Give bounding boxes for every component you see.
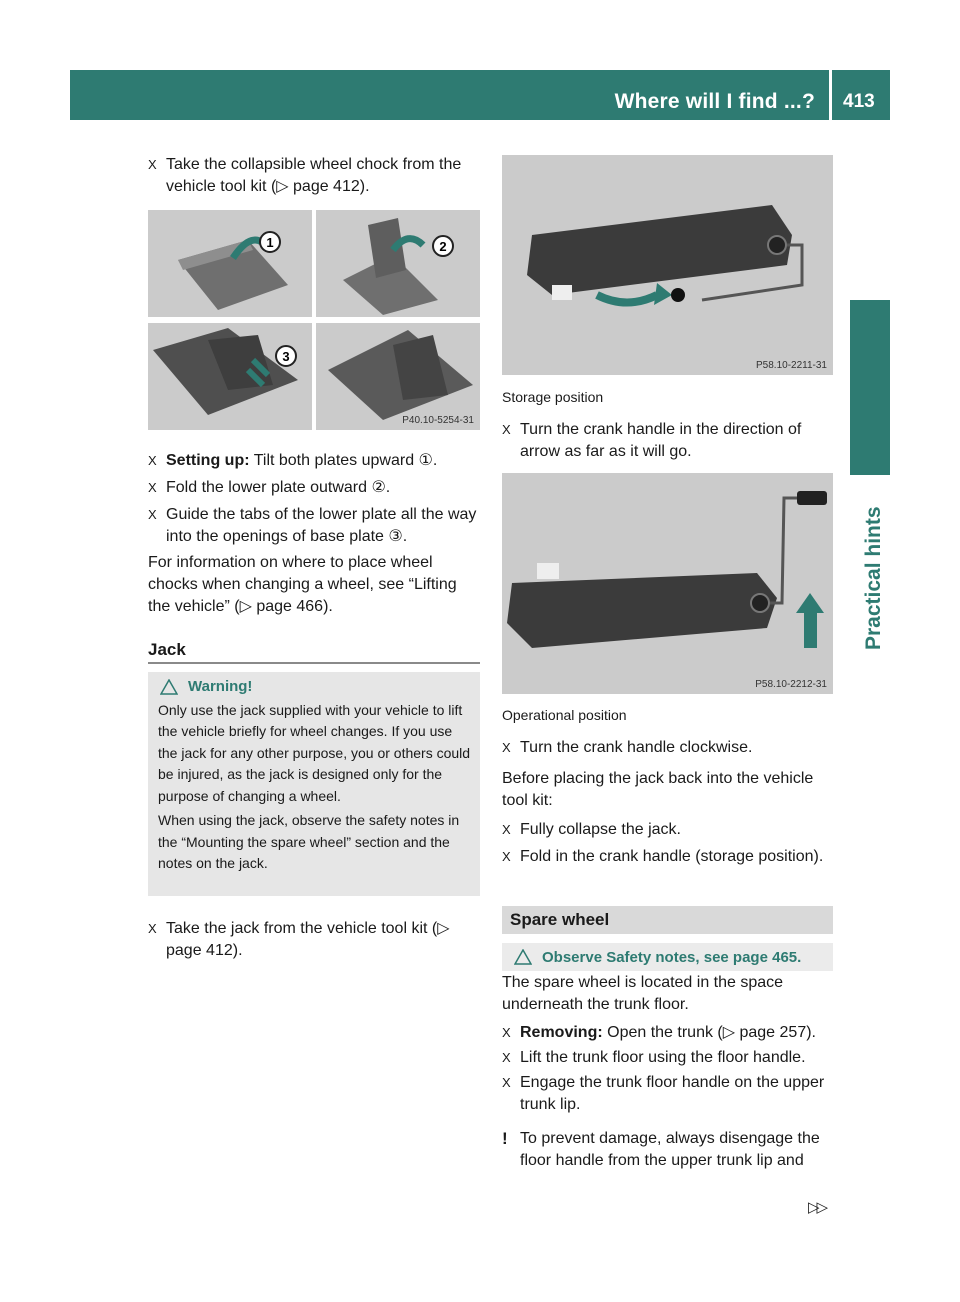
step-marker: X <box>148 157 157 172</box>
page-title: Where will I find ...? <box>614 90 815 113</box>
caption-storage: Storage position <box>502 389 604 405</box>
paragraph-info: For information on where to place wheel chocks when changing a wheel, see “Lifting the vehicle” (▷ page 466). <box>148 554 457 615</box>
callout-number-3: 3 <box>282 349 290 364</box>
step-fold-plate: X Fold the lower plate outward ②. <box>148 479 391 496</box>
header-title-area <box>70 70 829 120</box>
observe-safety-note: Observe Safety notes, see page 465. <box>502 943 833 971</box>
jack-storage-illustration <box>502 155 833 375</box>
paragraph-before: Before placing the jack back into the vehicle tool kit: <box>502 770 814 809</box>
divider <box>148 662 480 664</box>
section-tab-label: Practical hints <box>862 506 885 650</box>
warning-icon <box>160 679 178 695</box>
step-lift-floor: X Lift the trunk floor using the floor handle. <box>502 1049 806 1066</box>
figure-code: P58.10-2212-31 <box>755 679 827 690</box>
wheel-chock-illustration <box>148 210 480 430</box>
page-number: 413 <box>843 91 875 112</box>
warning-title: Warning! <box>160 676 472 698</box>
callout-number-2: 2 <box>439 239 447 254</box>
jack-operational-illustration <box>502 473 833 694</box>
step-removing: X Removing: Open the trunk (▷ page 257). <box>502 1024 816 1041</box>
paragraph-spare: The spare wheel is located in the space underneath the trunk floor. <box>502 974 784 1013</box>
continued-marker: ▷▷ <box>808 1199 826 1216</box>
callout-number-1: 1 <box>266 235 274 250</box>
warning-text-2: When using the jack, observe the safety notes in the “Mounting the spare wheel” section and the notes on the jack. <box>158 812 460 871</box>
jack-storage-figure <box>502 155 833 375</box>
heading-spare-wheel: Spare wheel <box>502 906 833 934</box>
warning-box <box>148 672 480 896</box>
step-engage-handle: X Engage the trunk floor handle on the upper trunk lip. <box>502 1074 825 1113</box>
step-guide-tabs: X Guide the tabs of the lower plate all the way into the openings of base plate ③. <box>148 506 477 545</box>
jack-operational-figure <box>502 473 833 694</box>
page-number-box <box>832 70 890 120</box>
step-take-chock: X Take the collapsible wheel chock from the vehicle tool kit (▷ page 412). <box>148 156 462 195</box>
section-tab <box>850 300 890 475</box>
step-fold-crank: X Fold in the crank handle (storage position). <box>502 848 824 865</box>
step-collapse: X Fully collapse the jack. <box>502 821 681 838</box>
figure-code: P58.10-2211-31 <box>756 360 827 371</box>
page-header <box>70 70 890 120</box>
step-turn-direction: X Turn the crank handle in the direction of arrow as far as it will go. <box>502 421 802 460</box>
note-prevent-damage: ! To prevent damage, always disengage the floor handle from the upper trunk lip and <box>502 1129 820 1169</box>
warning-text-1: Only use the jack supplied with your vehicle to lift the vehicle briefly for wheel changes. If you use the jack for any other purpose, you or others could be injured, as the jack is designed only for the purpose of changing a wheel. <box>158 701 471 804</box>
figure-code: P40.10-5254-31 <box>402 415 474 426</box>
caption-operational: Operational position <box>502 707 627 723</box>
note-marker: ! <box>502 1129 508 1148</box>
step-setting-up: X Setting up: Tilt both plates upward ①. <box>148 452 438 469</box>
heading-jack: Jack <box>148 640 186 659</box>
step-turn-clockwise: X Turn the crank handle clockwise. <box>502 739 753 756</box>
step-take-jack: X Take the jack from the vehicle tool kit (▷ page 412). <box>148 920 450 959</box>
wheel-chock-figure <box>148 210 480 430</box>
warning-icon <box>514 949 532 965</box>
